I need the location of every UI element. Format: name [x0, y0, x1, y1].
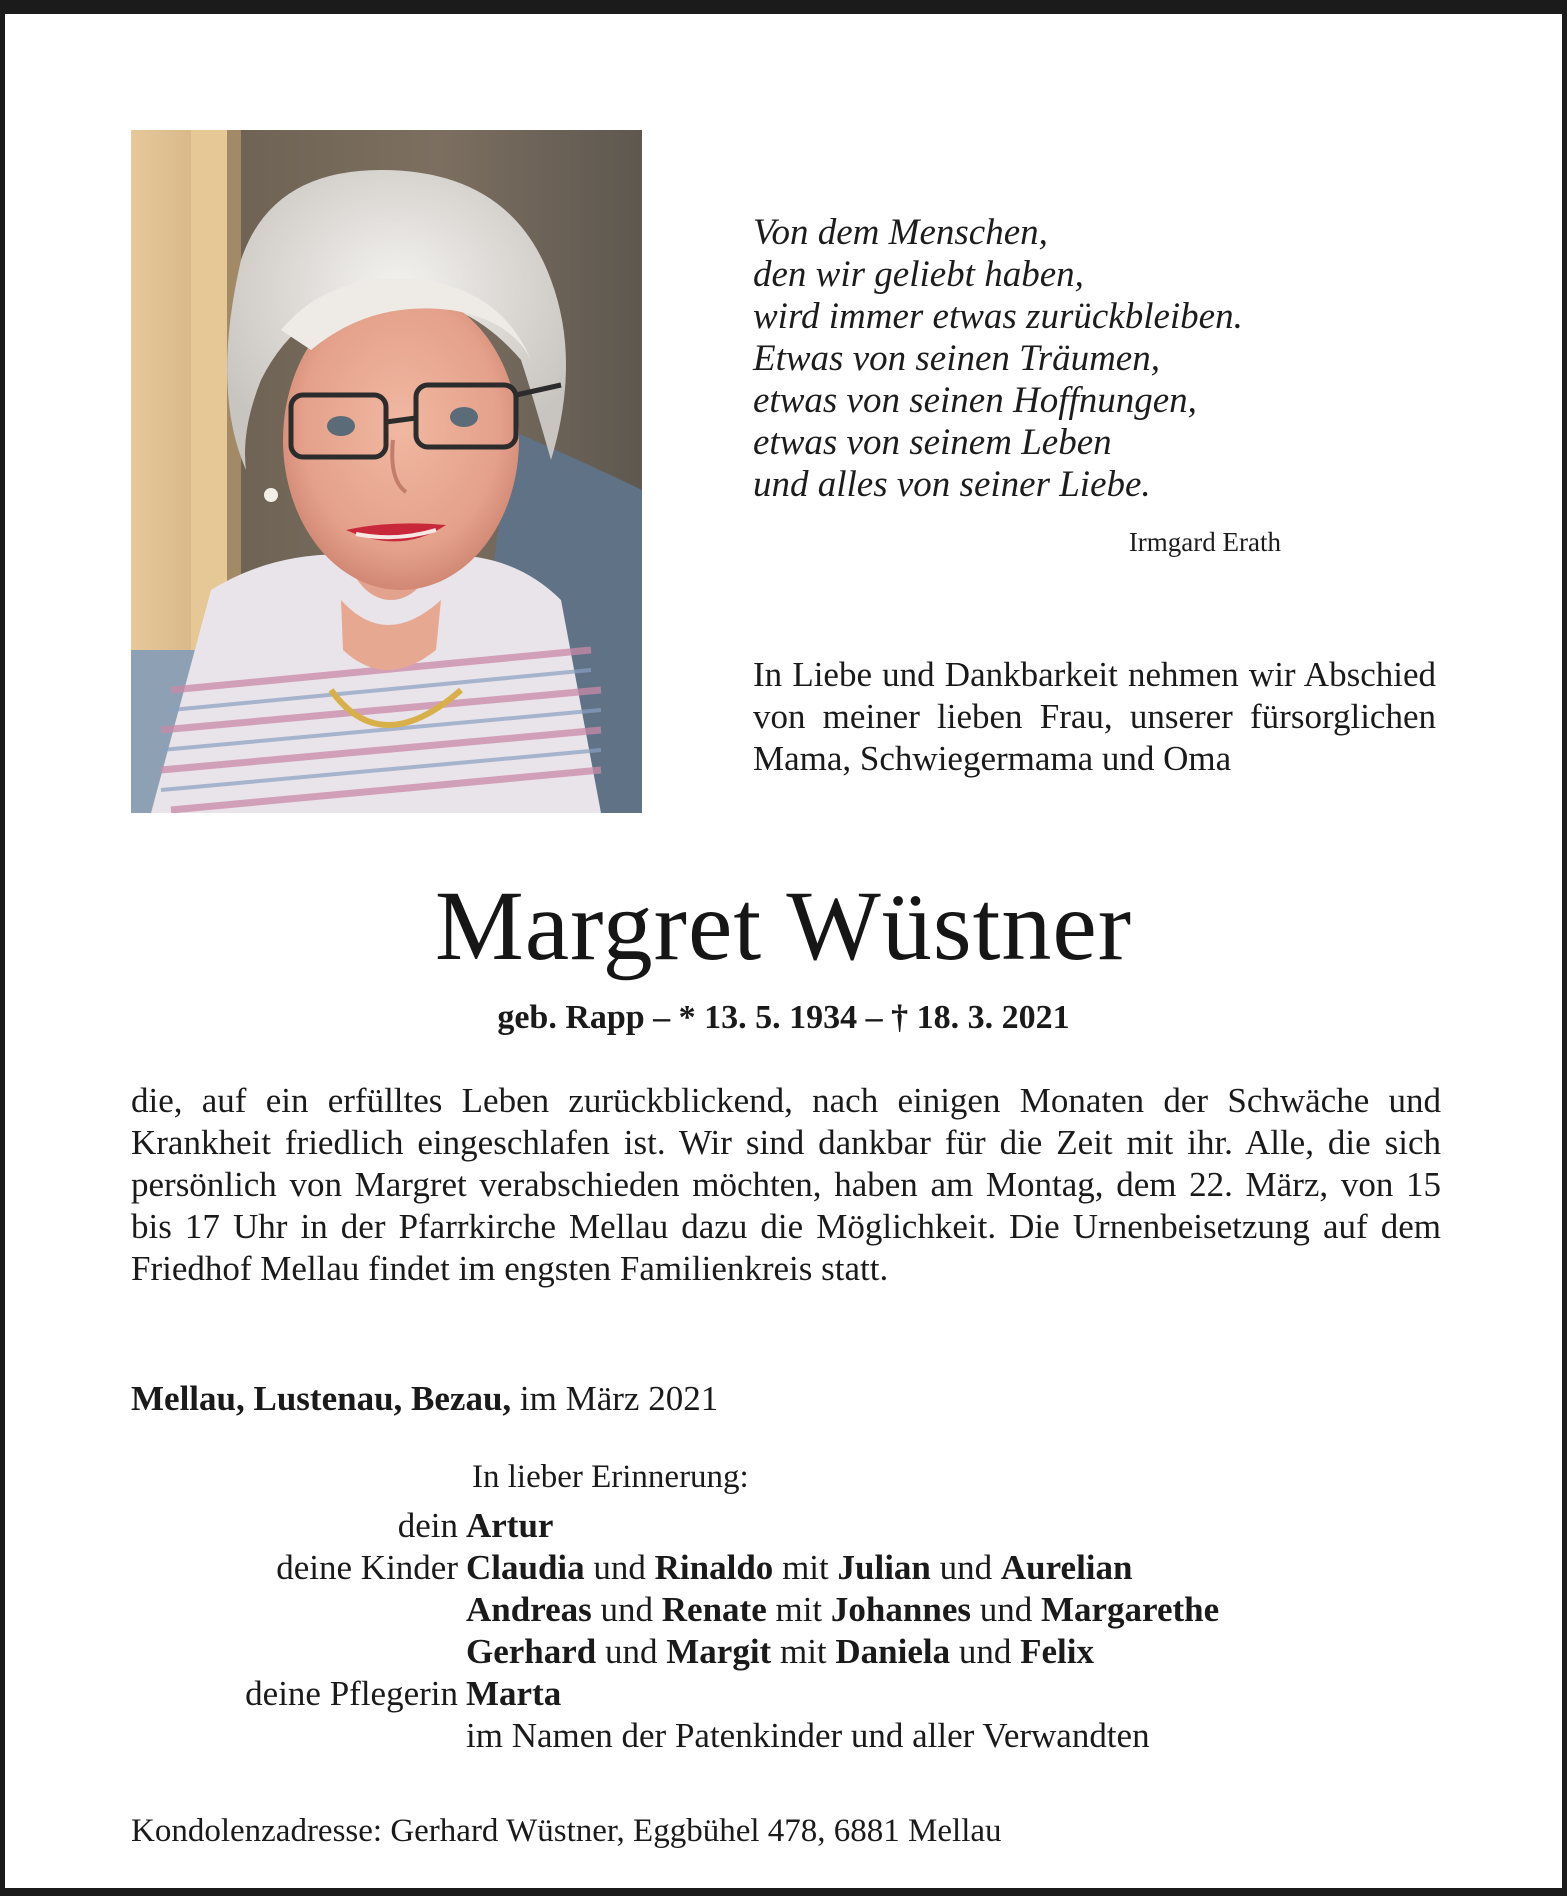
family-connector: und: [950, 1632, 1021, 1671]
family-member-name: Marta: [466, 1674, 562, 1713]
obituary-body: die, auf ein erfülltes Leben zurückblickend, nach einigen Monaten der Schwäche und Krankheit friedlich eingeschlafen ist. Wir sind dankbar für die Zeit mit ihr. Alle, die sich persönlich von Margret verabschieden möchten, haben am Montag, dem 22. März, von 15 bis 17 Uhr in der Pfarrkirche Mellau dazu die Möglichkeit. Die Urnenbeisetzung auf dem Friedhof Mellau findet im engsten Familienkreis statt.: [131, 1081, 1441, 1288]
place-date-line: [131, 1379, 718, 1419]
family-connector: und: [930, 1548, 1001, 1587]
family-relation-label: deine Pflegerin: [245, 1674, 458, 1713]
family-row: [131, 1547, 1219, 1589]
family-connector: und: [584, 1548, 655, 1587]
intro-text: In Liebe und Dankbarkeit nehmen wir Abschied von meiner lieben Frau, unserer fürsorglichen Mama, Schwiegermama und Oma: [753, 655, 1436, 778]
family-connector: und: [591, 1590, 662, 1629]
family-names: [466, 1673, 561, 1715]
family-member-name: Julian: [837, 1548, 931, 1587]
family-names: [466, 1547, 1132, 1589]
poem-line: Von dem Menschen,: [753, 212, 1048, 253]
family-row: [131, 1589, 1219, 1631]
deceased-name: Margret Wüstner: [434, 870, 1133, 981]
family-connector: im Namen der Patenkinder und aller Verwandten: [466, 1716, 1150, 1755]
family-member-name: Margit: [666, 1632, 772, 1671]
family-member-name: Claudia: [466, 1548, 585, 1587]
family-member-name: Felix: [1020, 1632, 1095, 1671]
family-names: [466, 1715, 1150, 1757]
family-member-name: Gerhard: [466, 1632, 597, 1671]
birth-death-dates: geb. Rapp – * 13. 5. 1934 – † 18. 3. 2021: [497, 999, 1070, 1036]
family-member-name: Artur: [466, 1506, 554, 1545]
family-connector: und: [970, 1590, 1041, 1629]
family-row: [131, 1673, 1219, 1715]
family-member-name: Renate: [661, 1590, 767, 1629]
poem-line: etwas von seinen Hoffnungen,: [753, 380, 1197, 421]
family-relation-label: [131, 1715, 466, 1757]
family-relation-label: [131, 1589, 466, 1631]
family-relation-label: [131, 1631, 466, 1673]
family-relation-label: dein: [397, 1506, 458, 1545]
family-member-name: Johannes: [830, 1590, 971, 1629]
family-connector: und: [596, 1632, 667, 1671]
family-names: [466, 1589, 1219, 1631]
condolence-address: Kondolenzadresse: Gerhard Wüstner, Eggbühel 478, 6881 Mellau: [131, 1813, 1002, 1849]
family-member-name: Andreas: [466, 1590, 592, 1629]
place-date: im März 2021: [519, 1379, 719, 1418]
family-connector: mit: [771, 1632, 836, 1671]
poem-line: den wir geliebt haben,: [753, 254, 1084, 295]
family-row: [131, 1505, 1219, 1547]
family-member-name: Margarethe: [1040, 1590, 1220, 1629]
poem-line: wird immer etwas zurückbleiben.: [753, 296, 1243, 337]
family-row: [131, 1715, 1219, 1757]
place-towns: Mellau, Lustenau, Bezau,: [131, 1379, 512, 1418]
poem-line: und alles von seiner Liebe.: [753, 464, 1151, 505]
family-member-name: Daniela: [835, 1632, 951, 1671]
family-names: [466, 1631, 1094, 1673]
family-connector: mit: [773, 1548, 838, 1587]
poem: [753, 212, 1243, 506]
poem-line: etwas von seinem Leben: [753, 422, 1112, 463]
family-connector: mit: [766, 1590, 831, 1629]
family-list: [131, 1505, 1219, 1757]
family-row: [131, 1631, 1219, 1673]
portrait-photo: [131, 130, 642, 813]
portrait-image: [131, 130, 642, 813]
family-member-name: Aurelian: [1000, 1548, 1133, 1587]
poem-author: Irmgard Erath: [1128, 527, 1281, 557]
family-relation-label: deine Kinder: [276, 1548, 458, 1587]
family-member-name: Rinaldo: [654, 1548, 774, 1587]
remembrance-heading: In lieber Erinnerung:: [472, 1459, 749, 1495]
family-names: [466, 1505, 553, 1547]
poem-line: Etwas von seinen Träumen,: [753, 338, 1160, 379]
